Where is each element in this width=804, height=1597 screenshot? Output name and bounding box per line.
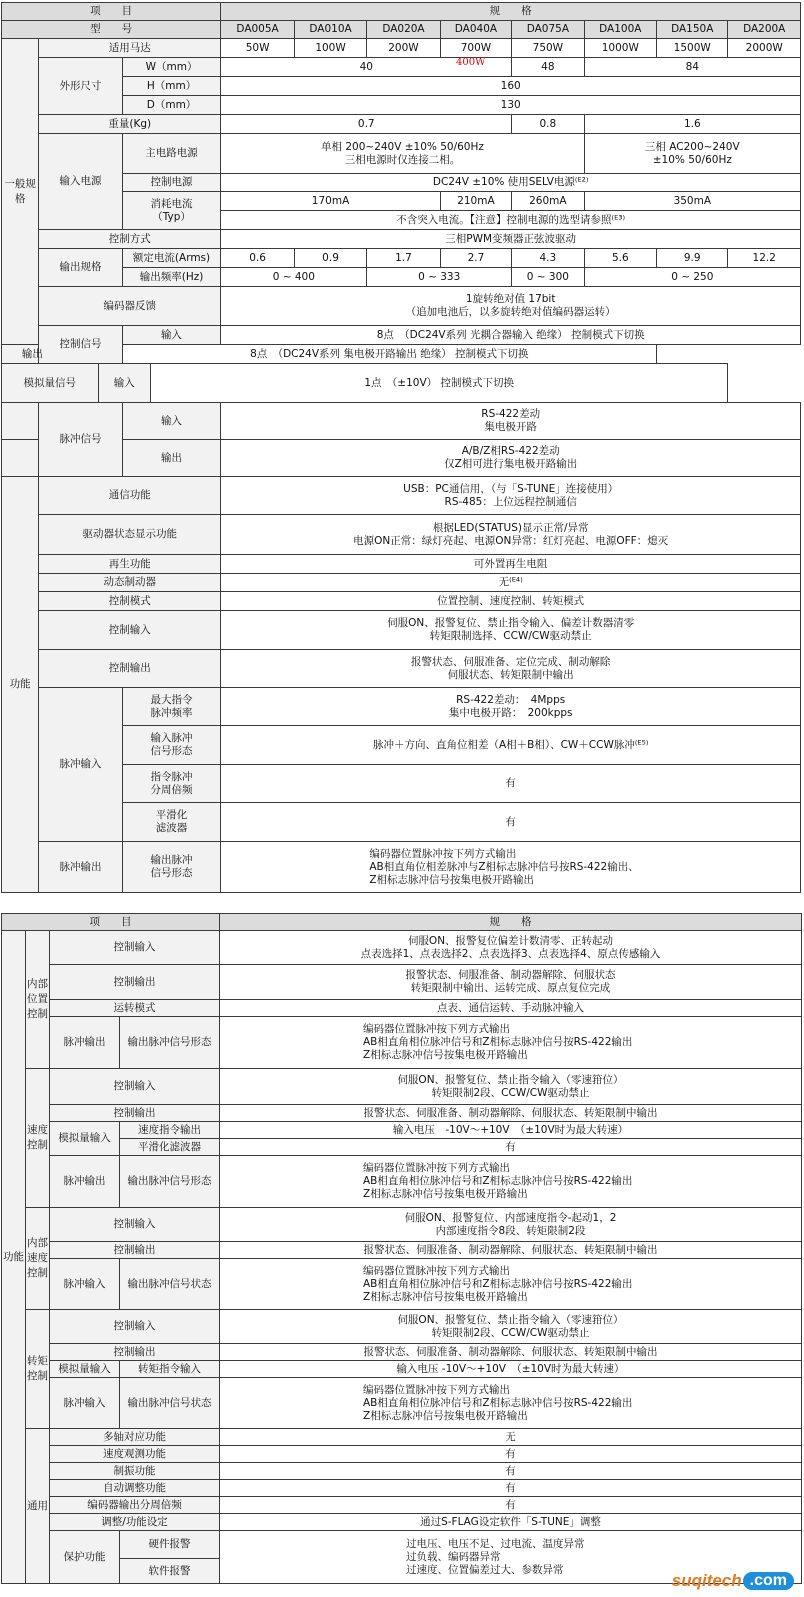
dims-w-label: W（mm）	[122, 58, 221, 77]
rated-current-value: 2.7	[440, 249, 511, 268]
motor-value: 100W	[294, 39, 366, 58]
motor-value: 200W	[367, 39, 440, 58]
rated-current-value: 9.9	[657, 249, 728, 268]
section-general-cont	[2, 403, 39, 440]
multi-axis-value: 无	[220, 1429, 802, 1446]
trq-control-input-label: 控制输入	[50, 1310, 220, 1344]
rated-current-value: 1.7	[367, 249, 440, 268]
status-value: 根据LED(STATUS)显示正常/异常 电源ON正常：绿灯亮起、电源ON异常：红灯亮起、电源OFF：熄灭	[221, 515, 801, 555]
spd-pulse-output-label: 脉冲输出	[50, 1156, 120, 1208]
header-model: 型 号	[2, 21, 221, 39]
weight-value: 0.7	[221, 115, 512, 134]
ispd-pulse-input-form: 输出脉冲信号状态	[120, 1259, 220, 1310]
regen-value: 可外置再生电阻	[221, 555, 801, 574]
control-signal-in-value: 8点 （DC24V系列 光耦合器输入 绝缘） 控制模式下切换	[221, 326, 801, 345]
trq-control-output-label: 控制输出	[50, 1344, 220, 1361]
output-freq-value: 0 ~ 250	[584, 268, 800, 287]
ispd-control-input-label: 控制输入	[50, 1208, 220, 1242]
motor-value: 700W	[440, 39, 511, 58]
dims-w-value: 84	[584, 58, 800, 77]
weight-value: 0.8	[512, 115, 584, 134]
internal-position-label: 内部位置控制	[26, 931, 50, 1069]
dims-w-value: 48	[512, 58, 584, 77]
max-freq-label: 最大指令 脉冲频率	[122, 688, 221, 726]
control-method-label: 控制方式	[39, 230, 221, 249]
model-cell: DA150A	[657, 21, 728, 39]
pos-pulse-output-value: 编码器位置脉冲按下列方式输出 AB相直角相位脉冲信号和Z相标志脉冲信号按RS-422输出 Z相标志脉冲信号按集电极开路输出	[220, 1017, 802, 1069]
header-item: 项 目	[2, 914, 220, 931]
consumption-note: 不含突入电流。【注意】控制电源的选型请参照⁽ᴱ³⁾	[221, 211, 801, 230]
ispd-pulse-input-value: 编码器位置脉冲按下列方式输出 AB相直角相位脉冲信号和Z相标志脉冲信号按RS-422输出 Z相标志脉冲信号按集电极开路输出	[220, 1259, 802, 1310]
watermark-text: suqitech	[671, 1571, 742, 1590]
rated-current-value: 4.3	[512, 249, 584, 268]
tuning-label: 调整/功能设定	[50, 1514, 220, 1531]
multi-axis-label: 多轴对应功能	[50, 1429, 220, 1446]
dims-w-value: 40	[221, 58, 512, 77]
protection-label: 保护功能	[50, 1531, 120, 1584]
auto-tune-value: 有	[220, 1480, 802, 1497]
speed-observer-value: 有	[220, 1446, 802, 1463]
control-signal-out-label: 输出	[2, 345, 63, 364]
comm-label: 通信功能	[39, 477, 221, 515]
output-freq-value: 0 ~ 300	[512, 268, 584, 287]
spd-control-input-label: 控制输入	[50, 1069, 220, 1105]
watermark-logo	[672, 1571, 794, 1591]
model-cell: DA020A	[367, 21, 440, 39]
ispd-control-input-value: 伺服ON、报警复位、内部速度指令-起动1，2 内部速度指令8段、转矩限制2段	[220, 1208, 802, 1242]
dynbrake-label: 动态制动器	[39, 574, 221, 592]
speed-observer-label: 速度观测功能	[50, 1446, 220, 1463]
model-cell: DA075A	[512, 21, 584, 39]
ispd-pulse-input-label: 脉冲输入	[50, 1259, 120, 1310]
pulse-output-value: 编码器位置脉冲按下列方式输出 AB相直角位相差脉冲与Z相标志脉冲信号按RS-422输出、 Z相标志脉冲信号按集电极开路输出	[221, 842, 801, 893]
encoder-divider-label: 编码器输出分周倍频	[50, 1497, 220, 1514]
pulse-signal-out-label: 输出	[122, 440, 221, 477]
smoothing-filter-label: 平滑化 滤波器	[122, 803, 221, 842]
consumption-label: 消耗电流 （Typ）	[122, 192, 221, 230]
protection-value: 过电压、电压不足、过电流、温度异常 过负载、编码器异常 过速度、位置偏差过大、参数异常	[220, 1531, 802, 1584]
spd-pulse-output-value: 编码器位置脉冲按下列方式输出 AB相直角相位脉冲信号和Z相标志脉冲信号按RS-422输出 Z相标志脉冲信号按集电极开路输出	[220, 1156, 802, 1208]
power-label: 输入电源	[39, 134, 123, 230]
dims-label: 外形尺寸	[39, 58, 123, 115]
pos-control-output-label: 控制输出	[50, 965, 220, 1000]
header-spec: 规 格	[220, 914, 802, 931]
control-signal-in-label: 输入	[122, 326, 221, 345]
motor-label: 适用马达	[39, 39, 221, 58]
trq-analog-input-label: 模拟量输入	[50, 1361, 120, 1378]
model-cell: DA010A	[294, 21, 366, 39]
model-cell: DA040A	[440, 21, 511, 39]
analog-signal-label: 模拟量信号	[2, 364, 99, 403]
internal-speed-label: 内部速度控制	[26, 1208, 50, 1310]
spec-table-1	[1, 2, 801, 893]
auto-tune-label: 自动调整功能	[50, 1480, 220, 1497]
trq-pulse-input-label: 脉冲输入	[50, 1378, 120, 1429]
main-power-label: 主电路电源	[122, 134, 221, 174]
analog-signal-in-value: 1点 （±10V） 控制模式下切换	[150, 364, 728, 403]
pos-pulse-output-label: 脉冲输出	[50, 1017, 120, 1069]
dims-h-label: H（mm）	[122, 77, 221, 96]
ctrl-power-label: 控制电源	[122, 174, 221, 192]
sw-alarm-label: 软件报警	[120, 1559, 220, 1584]
pos-run-mode-label: 运转模式	[50, 1000, 220, 1017]
pos-control-input-value: 伺服ON、报警复位偏差计数清零、正转起动 点表选择1、点表选择2、点表选择3、点表选择4、原点传感输入	[220, 931, 802, 965]
ispd-control-output-label: 控制输出	[50, 1242, 220, 1259]
input-pulse-form-value: 脉冲＋方向、直角位相差（A相＋B相）、CW＋CCW脉冲⁽ᴱ⁵⁾	[221, 726, 801, 765]
common-label: 通用	[26, 1429, 50, 1584]
comm-value: USB：PC通信用，（与「S-TUNE」连接使用） RS-485：上位远程控制通信	[221, 477, 801, 515]
dims-d-label: D（mm）	[122, 96, 221, 115]
output-freq-value: 0 ~ 400	[221, 268, 367, 287]
section-general: 一般规格	[2, 39, 39, 345]
encoder-divider-value: 有	[220, 1497, 802, 1514]
analog-signal-in-label: 输入	[98, 364, 150, 403]
header-item: 项 目	[2, 3, 221, 21]
pulse-signal-in-value: RS-422差动 集电极开路	[221, 403, 801, 440]
smoothing-filter-value: 有	[221, 803, 801, 842]
pos-control-input-label: 控制输入	[50, 931, 220, 965]
trq-pulse-input-value: 编码器位置脉冲按下列方式输出 AB相直角相位脉冲信号和Z相标志脉冲信号按RS-422输出 Z相标志脉冲信号按集电极开路输出	[220, 1378, 802, 1429]
spd-analog-input-label: 模拟量输入	[50, 1122, 120, 1156]
consumption-value: 260mA	[512, 192, 584, 211]
control-output-label: 控制输出	[39, 650, 221, 688]
pulse-signal-out-value: A/B/Z相RS-422差动 仅Z相可进行集电极开路输出	[221, 440, 801, 477]
rated-current-label: 额定电流(Arms)	[122, 249, 221, 268]
rated-current-value: 12.2	[728, 249, 801, 268]
spd-cmd-label: 速度指令输出	[120, 1122, 220, 1139]
rated-current-value: 0.9	[294, 249, 366, 268]
model-cell: DA200A	[728, 21, 801, 39]
control-input-value: 伺服ON、报警复位、禁止指令输入、偏差计数器清零 转矩限制选择、CCW/CW驱动禁止	[221, 611, 801, 650]
output-freq-value: 0 ~ 333	[367, 268, 512, 287]
ctrl-power-value: DC24V ±10% 使用SELV电源⁽ᴱ²⁾	[221, 174, 801, 192]
motor-value: 750W	[512, 39, 584, 58]
pulse-divider-label: 指令脉冲 分周倍频	[122, 765, 221, 803]
trq-control-output-value: 报警状态、伺服准备、制动器解除、伺服状态、转矩限制中输出	[220, 1344, 802, 1361]
control-mode-value: 位置控制、速度控制、转矩模式	[221, 592, 801, 611]
output-spec-label: 输出规格	[39, 249, 123, 287]
motor-value: 50W	[221, 39, 294, 58]
pos-control-output-value: 报警状态、伺服准备、制动器解除、伺服状态 转矩限制中输出、运转完成、原点复位完成	[220, 965, 802, 1000]
model-cell: DA005A	[221, 21, 294, 39]
max-freq-value: RS-422差动： 4Mpps 集中电极开路： 200kpps	[221, 688, 801, 726]
motor-value: 2000W	[728, 39, 801, 58]
speed-control-label: 速度控制	[26, 1069, 50, 1208]
consumption-value: 350mA	[584, 192, 800, 211]
hw-alarm-label: 硬件报警	[120, 1531, 220, 1559]
spec-table-2	[1, 913, 802, 1584]
pos-pulse-output-form: 输出脉冲信号形态	[120, 1017, 220, 1069]
section-function: 功能	[2, 477, 39, 893]
section-function: 功能	[2, 931, 26, 1584]
trq-control-input-value: 伺服ON、报警复位、禁止指令输入（零速箝位） 转矩限制2段、CCW/CW驱动禁止	[220, 1310, 802, 1344]
pulse-input-label: 脉冲输入	[39, 688, 123, 842]
ispd-control-output-value: 报警状态、伺服准备、制动器解除、伺服状态、转矩限制中输出	[220, 1242, 802, 1259]
model-cell: DA100A	[584, 21, 656, 39]
output-freq-label: 输出频率(Hz)	[122, 268, 221, 287]
main-power-three: 三相 AC200~240V ±10% 50/60Hz	[584, 134, 800, 174]
encoder-label: 编码器反馈	[39, 287, 221, 326]
control-output-value: 报警状态、伺服准备、定位完成、制动解除 伺服状态、转矩限制中输出	[221, 650, 801, 688]
motor-value: 1500W	[657, 39, 728, 58]
control-input-label: 控制输入	[39, 611, 221, 650]
trq-cmd-value: 输入电压 -10V～+10V （±10V时为最大转速）	[220, 1361, 802, 1378]
pulse-divider-value: 有	[221, 765, 801, 803]
input-pulse-form-label: 输入脉冲 信号形态	[122, 726, 221, 765]
output-pulse-form-label: 输出脉冲 信号形态	[122, 842, 221, 893]
status-label: 驱动器状态显示功能	[39, 515, 221, 555]
control-method-value: 三相PWM变频器正弦波驱动	[221, 230, 801, 249]
spd-control-input-value: 伺服ON、报警复位、禁止指令输入（零速箝位） 转矩限制2段、CCW/CW驱动禁止	[220, 1069, 802, 1105]
trq-cmd-label: 转矩指令输入	[120, 1361, 220, 1378]
pulse-output-label: 脉冲输出	[39, 842, 123, 893]
consumption-value: 170mA	[221, 192, 440, 211]
dims-h-value: 160	[221, 77, 801, 96]
trq-pulse-input-form: 输出脉冲信号状态	[120, 1378, 220, 1429]
vibration-value: 有	[220, 1463, 802, 1480]
spd-filter-label: 平滑化滤波器	[120, 1139, 220, 1156]
spd-filter-value: 有	[220, 1139, 802, 1156]
dims-d-value: 130	[221, 96, 801, 115]
pos-run-mode-value: 点表、通信运转、手动脉冲输入	[220, 1000, 802, 1017]
main-power-single: 单相 200~240V ±10% 50/60Hz 三相电源时仅连接二相。	[221, 134, 584, 174]
spd-control-output-label: 控制输出	[50, 1105, 220, 1122]
spd-pulse-output-form: 输出脉冲信号形态	[120, 1156, 220, 1208]
section-general-cont	[2, 440, 39, 477]
torque-control-label: 转矩控制	[26, 1310, 50, 1429]
spd-cmd-value: 输入电压 -10V～+10V （±10V时为最大转速）	[220, 1122, 802, 1139]
rated-current-value: 5.6	[584, 249, 656, 268]
pulse-signal-label: 脉冲信号	[39, 403, 123, 477]
encoder-value: 1旋转绝对值 17bit （追加电池后，以多旋转绝对值编码器运转）	[221, 287, 801, 326]
tuning-value: 通过S-FLAG设定软件「S-TUNE」调整	[220, 1514, 802, 1531]
weight-label: 重量(Kg)	[39, 115, 221, 134]
spd-control-output-value: 报警状态、伺服准备、制动器解除、伺服状态、转矩限制中输出	[220, 1105, 802, 1122]
regen-label: 再生功能	[39, 555, 221, 574]
pulse-signal-in-label: 输入	[122, 403, 221, 440]
control-signal-label: 控制信号	[39, 326, 123, 364]
consumption-value: 210mA	[440, 192, 511, 211]
motor-value: 1000W	[584, 39, 656, 58]
vibration-label: 制振功能	[50, 1463, 220, 1480]
control-signal-out-value: 8点 （DC24V系列 集电极开路输出 绝缘） 控制模式下切换	[122, 345, 656, 364]
dynbrake-value: 无⁽ᴱ⁴⁾	[221, 574, 801, 592]
control-mode-label: 控制模式	[39, 592, 221, 611]
rated-current-value: 0.6	[221, 249, 294, 268]
header-spec: 规 格	[221, 3, 801, 21]
handwritten-annotation: 400W	[456, 57, 486, 68]
weight-value: 1.6	[584, 115, 800, 134]
watermark-com: .com	[743, 1572, 794, 1590]
